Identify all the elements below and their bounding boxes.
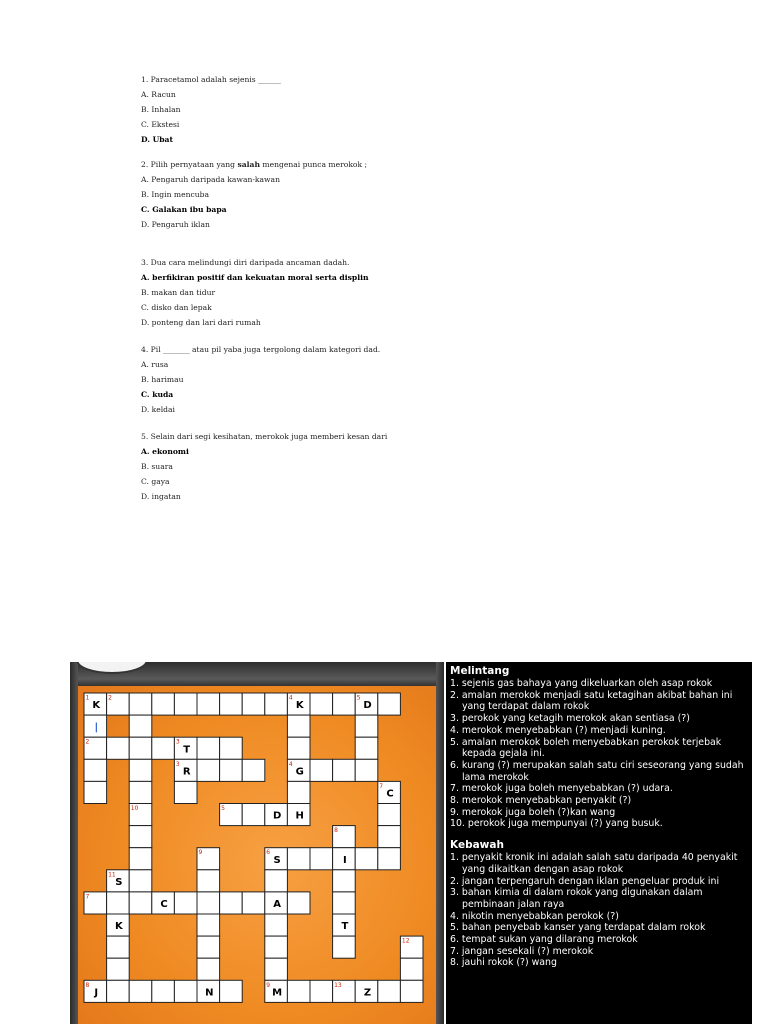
- crossword-cell: [107, 737, 130, 759]
- clue-number: 8: [85, 981, 90, 989]
- crossword-cell: [265, 804, 288, 826]
- crossword-cell: [220, 892, 243, 914]
- crossword-grid: [70, 662, 444, 1024]
- clue-number: 6: [266, 849, 271, 857]
- option-b: B. suara: [141, 462, 173, 471]
- crossword-cell: [242, 759, 265, 781]
- crossword-cell: [197, 892, 220, 914]
- crossword-cell: [355, 737, 378, 759]
- crossword-cell: [310, 980, 333, 1002]
- down-clue: 4. nikotin menyebabkan perokok (?): [450, 910, 619, 922]
- clue-number: 3: [175, 760, 180, 768]
- cell-letter: T: [183, 744, 191, 756]
- crossword-cell: [378, 848, 401, 870]
- clue-number: 2: [108, 694, 112, 702]
- crossword-cell: [378, 804, 401, 826]
- cell-letter: K: [115, 921, 123, 933]
- crossword-cell: [400, 958, 423, 980]
- option-d: D. ponteng dan lari dari rumah: [141, 318, 261, 327]
- crossword-cell: [265, 870, 288, 892]
- cell-letter: Z: [363, 987, 372, 999]
- question-stem: 4. Pil _______ atau pil yaba juga tergolong dalam kategori dad.: [141, 345, 381, 354]
- clue-number: 10: [130, 805, 139, 812]
- crossword-cell: [220, 759, 243, 781]
- crossword-cell: [84, 980, 107, 1002]
- clue-number: 7: [379, 782, 384, 790]
- crossword-cell: [197, 980, 220, 1002]
- cell-letter: K: [295, 700, 304, 712]
- crossword-cell: [287, 980, 310, 1002]
- crossword-board: [70, 662, 444, 1024]
- crossword-image: [70, 662, 752, 1024]
- option-c: C. Ekstesi: [141, 120, 180, 129]
- crossword-cell: [333, 826, 356, 848]
- crossword-cell: [310, 759, 333, 781]
- crossword-cell: [152, 892, 175, 914]
- crossword-cell: [220, 693, 243, 715]
- cell-letter: S: [115, 876, 123, 888]
- crossword-cell: [333, 870, 356, 892]
- clue-number: 9: [198, 849, 203, 857]
- across-clue: 6. kurang (?) merupakan salah satu ciri seseorang yang sudah lama merokok: [450, 759, 744, 783]
- across-clue: 2. amalan merokok menjadi satu ketagihan akibat bahan ini yang terdapat dalam rokok: [450, 689, 733, 713]
- option-a: A. Racun: [141, 90, 176, 99]
- crossword-cell: [355, 759, 378, 781]
- clue-number: 5: [221, 805, 225, 812]
- crossword-cell: [107, 892, 130, 914]
- crossword-cell: [378, 826, 401, 848]
- crossword-cell: [242, 804, 265, 826]
- across-clue: 7. merokok juga boleh menyebabkan (?) udara.: [450, 783, 673, 795]
- across-clue: 9. merokok juga boleh (?)kan wang: [450, 806, 616, 818]
- crossword-cell: [333, 936, 356, 958]
- down-clue: 5. bahan penyebab kanser yang terdapat dalam rokok: [450, 922, 706, 934]
- stem-part: 2. Pilih pernyataan yang: [141, 160, 238, 169]
- crossword-cell: [400, 980, 423, 1002]
- crossword-cell: [378, 781, 401, 803]
- option-a-correct: A. berfikiran positif dan kekuatan moral serta displin: [141, 273, 369, 282]
- option-b: B. Ingin mencuba: [141, 190, 210, 199]
- crossword-cell: [129, 980, 152, 1002]
- option-d: D. ingatan: [141, 492, 181, 501]
- crossword-cell: [333, 892, 356, 914]
- crossword-cell: [287, 693, 310, 715]
- crossword-cell: [355, 848, 378, 870]
- crossword-cell: [129, 781, 152, 803]
- stem-part: mengenai punca merokok ;: [259, 160, 368, 169]
- crossword-cell: [333, 759, 356, 781]
- crossword-cell: [107, 870, 130, 892]
- option-b: B. makan dan tidur: [141, 288, 216, 297]
- cell-letter: N: [205, 987, 214, 999]
- crossword-cell: [107, 936, 130, 958]
- across-clue-list: [450, 678, 752, 830]
- question-1: [141, 72, 401, 147]
- crossword-cell: [129, 804, 152, 826]
- crossword-cell: [287, 715, 310, 737]
- crossword-cell: [197, 848, 220, 870]
- down-clue-list: [450, 852, 752, 969]
- option-c: C. gaya: [141, 477, 170, 486]
- clue-number: 4: [288, 694, 293, 702]
- question-stem: 5. Selain dari segi kesihatan, merokok juga memberi kesan dari: [141, 432, 388, 441]
- crossword-cell: [174, 737, 197, 759]
- crossword-cell: [287, 804, 310, 826]
- crossword-cell: [174, 781, 197, 803]
- crossword-cell: [197, 737, 220, 759]
- question-stem: 1. Paracetamol adalah sejenis ______: [141, 75, 281, 84]
- down-heading: Kebawah: [450, 839, 504, 852]
- cell-letter: D: [272, 810, 282, 822]
- option-d: D. keldai: [141, 405, 175, 414]
- crossword-cell: [287, 737, 310, 759]
- crossword-cell: [197, 693, 220, 715]
- crossword-cell: [197, 759, 220, 781]
- cell-letter: K: [92, 700, 101, 712]
- crossword-cell: [129, 715, 152, 737]
- crossword-cell: [129, 848, 152, 870]
- crossword-cell: [129, 892, 152, 914]
- crossword-cell: [174, 693, 197, 715]
- option-c-correct: C. Galakan ibu bapa: [141, 205, 227, 214]
- across-clue: 1. sejenis gas bahaya yang dikeluarkan oleh asap rokok: [450, 678, 713, 689]
- crossword-cell: [129, 737, 152, 759]
- cell-letter: D: [363, 700, 372, 712]
- cell-letter: M: [272, 987, 283, 999]
- question-stem: 3. Dua cara melindungi diri daripada ancaman dadah.: [141, 258, 350, 267]
- crossword-cell: [129, 870, 152, 892]
- across-clue: 4. merokok menyebabkan (?) menjadi kuning.: [450, 724, 666, 736]
- cell-letter: I: [343, 854, 347, 866]
- across-clue: 3. perokok yang ketagih merokok akan sentiasa (?): [450, 713, 690, 725]
- crossword-cell: [378, 693, 401, 715]
- crossword-cell: [287, 781, 310, 803]
- quiz-section: [141, 72, 401, 516]
- question-4: [141, 342, 401, 417]
- crossword-cell: [287, 848, 310, 870]
- crossword-cell: [333, 848, 356, 870]
- across-clue: 10. perokok juga mempunyai (?) yang busuk.: [450, 818, 663, 830]
- option-b: B. harimau: [141, 375, 184, 384]
- crossword-cell: [84, 737, 107, 759]
- across-clue: 8. merokok menyebabkan penyakit (?): [450, 795, 632, 807]
- clue-number: 13: [334, 981, 342, 989]
- across-clue: 5. amalan merokok boleh menyebabkan perokok terjebak kepada gejala ini.: [450, 736, 722, 760]
- option-d-correct: D. Ubat: [141, 135, 173, 144]
- crossword-cell: [84, 759, 107, 781]
- crossword-cell: [287, 759, 310, 781]
- option-a: A. rusa: [141, 360, 169, 369]
- crossword-cell: [197, 870, 220, 892]
- crossword-cell: [84, 693, 107, 715]
- crossword-cell: [174, 980, 197, 1002]
- crossword-cell: [129, 826, 152, 848]
- crossword-cell: [152, 737, 175, 759]
- down-clue: 3. bahan kimia di dalam rokok yang digunakan dalam pembinaan jalan raya: [450, 887, 703, 910]
- crossword-cell: [220, 804, 243, 826]
- crossword-cell: [107, 980, 130, 1002]
- crossword-cell: [197, 936, 220, 958]
- crossword-cell: [355, 980, 378, 1002]
- crossword-cell: [152, 980, 175, 1002]
- clue-number: 9: [266, 981, 271, 989]
- option-c: C. disko dan lepak: [141, 303, 212, 312]
- crossword-cell: [84, 715, 107, 737]
- crossword-cell: [287, 892, 310, 914]
- crossword-cell: [129, 759, 152, 781]
- crossword-cell: [265, 980, 288, 1002]
- option-b: B. Inhalan: [141, 105, 181, 114]
- clue-number: 7: [85, 893, 90, 901]
- crossword-cell: [107, 914, 130, 936]
- crossword-cell: [152, 693, 175, 715]
- question-3: [141, 255, 401, 330]
- crossword-cell: [355, 715, 378, 737]
- cell-letter: H: [295, 810, 304, 822]
- clue-number: 2: [85, 738, 90, 746]
- stem-emphasis: salah: [237, 160, 260, 169]
- crossword-cell: [378, 980, 401, 1002]
- crossword-cell: [197, 914, 220, 936]
- question-2: [141, 157, 401, 232]
- crossword-cell: [197, 958, 220, 980]
- crossword-cell: [333, 980, 356, 1002]
- clue-number: 3: [175, 738, 180, 746]
- down-clue: 6. tempat sukan yang dilarang merokok: [450, 934, 638, 946]
- option-a: A. Pengaruh daripada kawan-kawan: [141, 175, 280, 184]
- crossword-cell: [333, 693, 356, 715]
- crossword-cell: [265, 848, 288, 870]
- option-a-correct: A. ekonomi: [141, 447, 189, 456]
- crossword-cell: [265, 892, 288, 914]
- cell-letter: C: [386, 788, 394, 800]
- clue-number: 8: [334, 827, 338, 835]
- crossword-cell: [355, 693, 378, 715]
- crossword-cell: [242, 892, 265, 914]
- option-d: D. Pengaruh iklan: [141, 220, 210, 229]
- crossword-cell: [220, 737, 243, 759]
- clue-number: 4: [288, 760, 293, 768]
- cell-letter: S: [273, 854, 281, 866]
- crossword-cell: [84, 781, 107, 803]
- crossword-cell: [310, 693, 333, 715]
- crossword-cell: [265, 693, 288, 715]
- option-c-correct: C. kuda: [141, 390, 174, 399]
- crossword-cell: [242, 693, 265, 715]
- crossword-cell: [265, 958, 288, 980]
- down-clue: 2. jangan terpengaruh dengan iklan pengeluar produk ini: [450, 875, 720, 887]
- cell-letter: C: [160, 898, 168, 910]
- clue-number: 12: [401, 937, 410, 945]
- clue-number: 11: [108, 871, 116, 879]
- cell-letter: A: [273, 898, 281, 910]
- clue-panel: [446, 662, 752, 1024]
- question-5: [141, 429, 401, 504]
- crossword-cell: [107, 693, 130, 715]
- crossword-cell: [310, 848, 333, 870]
- down-clue: 1. penyakit kronik ini adalah salah satu daripada 40 penyakit yang dikaitkan dengan asap rokok: [450, 852, 738, 875]
- crossword-cell: [129, 693, 152, 715]
- cell-letter: R: [182, 766, 191, 778]
- crossword-cell: [174, 892, 197, 914]
- down-clue: 8. jauhi rokok (?) wang: [450, 957, 557, 969]
- crossword-cell: [333, 914, 356, 936]
- cell-letter: G: [295, 766, 304, 778]
- crossword-cell: [265, 914, 288, 936]
- crossword-cell: [220, 980, 243, 1002]
- crossword-cell: [400, 936, 423, 958]
- crossword-cell: [107, 958, 130, 980]
- down-clue: 7. jangan sesekali (?) merokok: [450, 945, 594, 957]
- cell-letter: J: [94, 987, 99, 999]
- crossword-cell: [265, 936, 288, 958]
- across-heading: Melintang: [450, 665, 510, 677]
- crossword-cell: [84, 892, 107, 914]
- clue-number: 1: [85, 694, 90, 702]
- question-stem: [141, 157, 401, 172]
- crossword-cell: [174, 759, 197, 781]
- clue-number: 5: [356, 694, 361, 702]
- cell-letter: |: [94, 722, 99, 734]
- cell-letter: T: [341, 921, 349, 933]
